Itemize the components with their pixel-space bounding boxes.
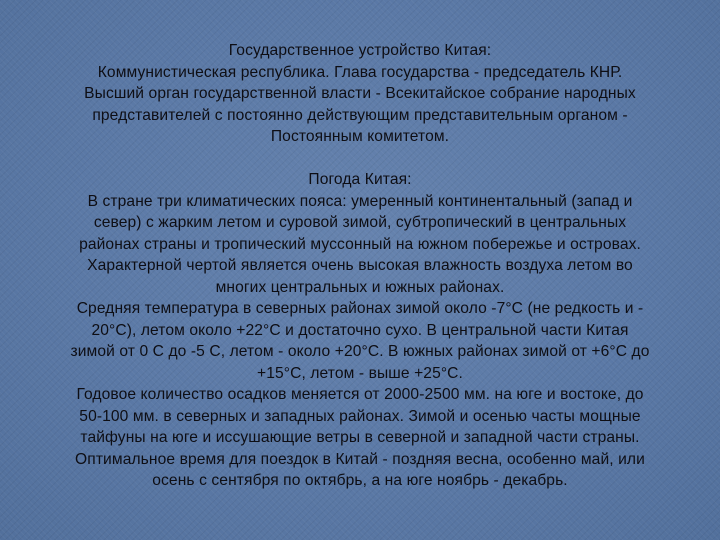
- government-section: [10, 40, 710, 148]
- government-heading: Государственное устройство Китая:: [228, 42, 492, 59]
- weather-text-line: +15°С, летом - выше +25°С.: [257, 364, 463, 382]
- weather-text-line: 20°С), летом около +22°С и достаточно сухо. В центральной части Китая: [91, 321, 629, 339]
- government-text-line: Коммунистическая республика. Глава государства - председатель КНР.: [97, 63, 623, 81]
- weather-section: [10, 169, 710, 492]
- weather-text-line: Оптимальное время для поездок в Китай - поздняя весна, особенно май, или: [75, 450, 645, 468]
- government-text-line: Постоянным комитетом.: [270, 128, 450, 145]
- weather-text-line: осень с сентября по октябрь, а на юге ноябрь - декабрь.: [152, 472, 568, 489]
- weather-text-line: Годовое количество осадков меняется от 2000-2500 мм. на юге и востоке, до: [76, 386, 644, 403]
- weather-heading: Погода Китая:: [308, 171, 412, 188]
- weather-text-line: зимой от 0 С до -5 С, летом - около +20°С. В южных районах зимой от +6°С до: [70, 343, 650, 360]
- weather-text-line: север) с жарким летом и суровой зимой, субтропический в центральных: [93, 214, 627, 231]
- government-text-line: представителей с постоянно действующим представительным органом -: [92, 106, 628, 124]
- government-text-line: Высший орган государственной власти - Всекитайское собрание народных: [84, 85, 636, 102]
- weather-text-line: тайфуны на юге и иссушающие ветры в северной и западной части страны.: [80, 429, 640, 446]
- weather-text-line: Средняя температура в северных районах зимой около -7°С (не редкость и -: [76, 300, 644, 317]
- weather-text-line: Характерной чертой является очень высокая влажность воздуха летом во: [87, 257, 633, 274]
- weather-text-line: В стране три климатических пояса: умеренный континентальный (запад и: [87, 192, 633, 210]
- weather-text-line: 50-100 мм. в северных и западных районах. Зимой и осенью часты мощные: [79, 407, 641, 425]
- weather-text-line: многих центральных и южных районах.: [215, 278, 505, 296]
- weather-text-line: районах страны и тропический муссонный на южном побережье и островах.: [79, 235, 641, 253]
